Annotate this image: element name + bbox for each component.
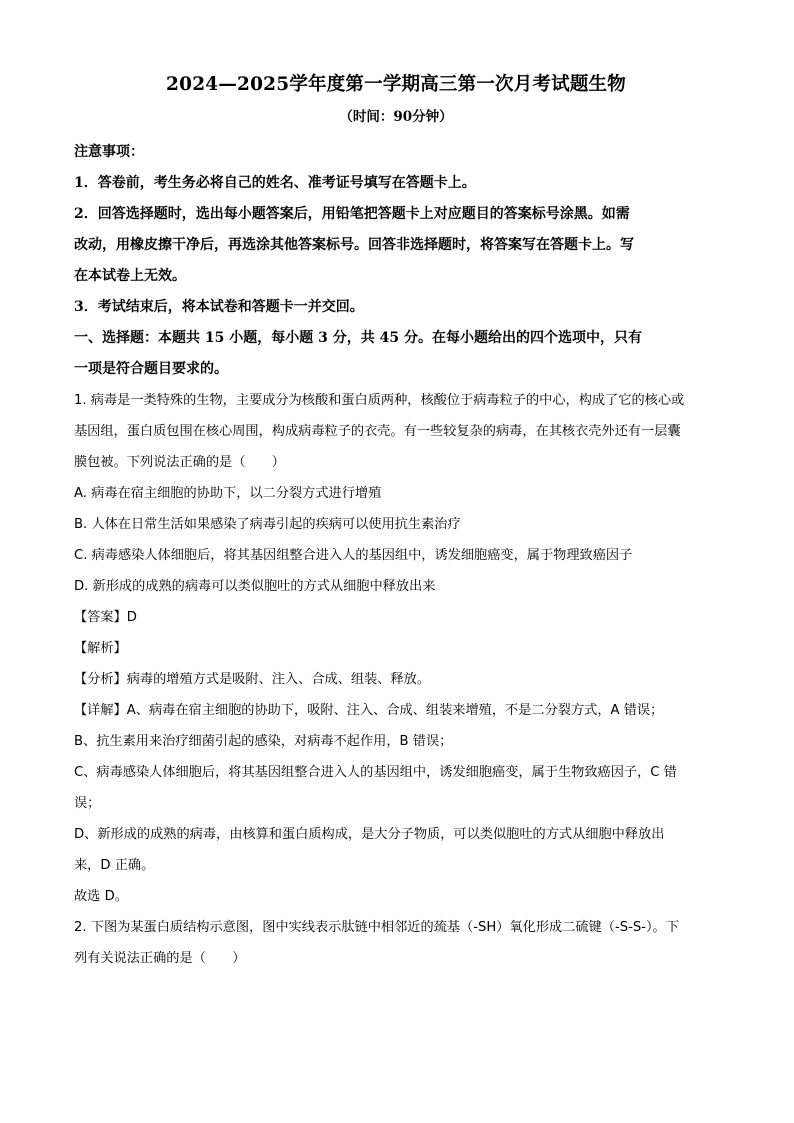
question-2 <box>74 912 718 974</box>
question-2-stem-line-2: 列有关说法正确的是（ ） <box>74 951 246 966</box>
question-1-option-c: C. 病毒感染人体细胞后，将其基因组整合进入人的基因组中，诱发细胞癌变，属于物理致癌因子 <box>74 548 633 563</box>
question-1-xiangjie-d-line-2: 来，D 正确。 <box>74 858 155 873</box>
question-1-stem-line-2: 基因组，蛋白质包围在核心周围，构成病毒粒子的衣壳。有一些较复杂的病毒，在其核衣壳外还有一层囊 <box>74 424 681 439</box>
fenxi-tag: 【分析】 <box>74 672 127 687</box>
section-heading-line-1: 一、选择题：本题共 15 小题，每小题 3 分，共 45 分。在每小题给出的四个选项中，只有 <box>74 330 642 346</box>
question-1-conclusion: 故选 D。 <box>74 889 128 904</box>
fenxi-text: 病毒的增殖方式是吸附、注入、合成、组装、释放。 <box>126 672 431 687</box>
question-1-xiangjie-b: B、抗生素用来治疗细菌引起的感染，对病毒不起作用，B 错误； <box>74 734 453 749</box>
question-1-xiangjie-c-line-2: 误； <box>74 796 101 811</box>
notice-item-1: 1．答卷前，考生务必将自己的姓名、准考证号填写在答题卡上。 <box>74 175 476 191</box>
question-1-stem-line-1: 1. 病毒是一类特殊的生物，主要成分为核酸和蛋白质两种，核酸位于病毒粒子的中心，构成了它的核心或 <box>74 393 685 408</box>
notice-item-3: 3．考试结束后，将本试卷和答题卡一并交回。 <box>74 299 364 315</box>
question-1-xiangjie-c-line-1: C、病毒感染人体细胞后，将其基因组整合进入人的基因组中，诱发细胞癌变，属于生物致癌因子，C 错 <box>74 765 677 780</box>
question-2-stem-line-1: 2. 下图为某蛋白质结构示意图，图中实线表示肽链中相邻近的巯基（-SH）氧化形成二硫键（-S-S-）。下 <box>74 920 679 935</box>
question-1-option-b: B. 人体在日常生活如果感染了病毒引起的疾病可以使用抗生素治疗 <box>74 517 461 532</box>
section-choice <box>74 323 718 385</box>
question-1-fenxi <box>74 664 718 695</box>
question-1 <box>74 385 718 912</box>
answer-tag: 【答案】 <box>74 610 127 625</box>
answer-value: D <box>126 610 137 625</box>
xiangjie-a-text: A、病毒在宿主细胞的协助下，吸附、注入、合成、组装来增殖，不是二分裂方式，A 错误； <box>126 703 664 718</box>
question-1-answer <box>74 602 718 633</box>
section-heading-line-2: 一项是符合题目要求的。 <box>74 361 228 377</box>
question-1-xiangjie-d-line-1: D、新形成的成熟的病毒，由核算和蛋白质构成，是大分子物质，可以类似胞吐的方式从细胞中释放出 <box>74 827 665 842</box>
question-1-stem-line-3: 膜包被。下列说法正确的是（ ） <box>74 455 285 470</box>
question-1-xiangjie-a <box>74 695 718 726</box>
notice-item-2-line-3: 在本试卷上无效。 <box>74 268 186 284</box>
xiangjie-tag: 【详解】 <box>74 703 127 718</box>
page-subtitle: （时间：90分钟） <box>339 109 453 125</box>
notice-item-2-line-1: 2．回答选择题时，选出每小题答案后，用铅笔把答题卡上对应题目的答案标号涂黑。如需 <box>74 206 630 222</box>
notice-section <box>74 137 718 323</box>
page-title: 2024—2025学年度第一学期高三第一次月考试题生物 <box>166 74 626 95</box>
notice-heading: 注意事项： <box>74 144 144 160</box>
analysis-tag: 【解析】 <box>74 641 127 656</box>
question-1-option-d: D. 新形成的成熟的病毒可以类似胞吐的方式从细胞中释放出来 <box>74 579 436 594</box>
notice-item-2-line-2: 改动，用橡皮擦干净后，再选涂其他答案标号。回答非选择题时，将答案写在答题卡上。写 <box>74 237 634 253</box>
question-1-option-a: A. 病毒在宿主细胞的协助下，以二分裂方式进行增殖 <box>74 486 382 501</box>
